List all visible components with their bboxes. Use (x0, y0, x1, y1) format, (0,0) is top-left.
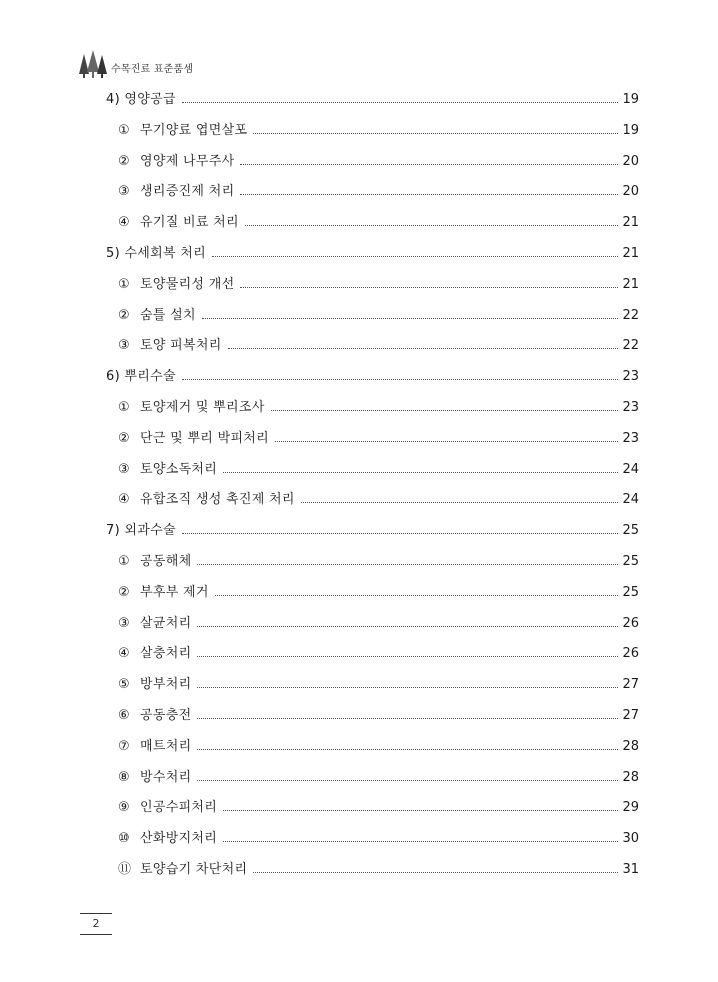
toc-entry-number: ② (118, 430, 130, 446)
dot-leader (215, 594, 619, 596)
dot-leader (223, 809, 618, 811)
toc-entry-number: ⑤ (118, 677, 130, 693)
page-header (78, 48, 193, 78)
toc-entry-number: ② (118, 153, 130, 169)
toc-entry-text: 외과수술 (124, 523, 176, 539)
toc-entry-page: 25 (622, 584, 639, 600)
toc-entry-text: 매트처리 (140, 738, 192, 754)
toc-entry-number: ③ (118, 461, 130, 477)
dot-leader (223, 471, 618, 473)
toc-entry-number: ⑨ (118, 800, 130, 816)
toc-entry-text: 토양 피복처리 (140, 338, 222, 354)
toc-entry-label (106, 90, 176, 110)
toc-entry-number: ④ (118, 215, 130, 231)
dot-leader (301, 501, 619, 503)
dot-leader (197, 717, 618, 719)
toc-entry-text: 단근 및 뿌리 박피처리 (140, 430, 270, 446)
dot-leader (197, 655, 618, 657)
toc-entry-number: 5) (106, 246, 120, 261)
toc-entry-label (118, 398, 265, 418)
toc-entry-text: 산화방지처리 (140, 831, 218, 847)
toc-entry-label (118, 768, 191, 788)
toc-entry[interactable] (118, 460, 639, 480)
toc-entry[interactable] (118, 429, 639, 449)
dot-leader (245, 224, 619, 226)
dot-leader (228, 347, 619, 349)
toc-entry[interactable] (118, 552, 639, 572)
toc-entry-text: 토양물리성 개선 (140, 276, 235, 292)
toc-entry-text: 부후부 제거 (140, 584, 209, 600)
toc-entry-label (118, 583, 209, 603)
dot-leader (182, 378, 619, 380)
toc-entry[interactable] (118, 675, 639, 695)
toc-entry-page: 26 (622, 615, 639, 631)
toc-entry[interactable] (118, 182, 639, 202)
toc-entry-page: 23 (622, 430, 639, 446)
toc-entry[interactable] (118, 336, 639, 356)
toc-entry-label (118, 121, 247, 141)
toc-entry[interactable] (106, 244, 639, 264)
dot-leader (240, 163, 618, 165)
toc-entry-label (118, 460, 217, 480)
toc-entry-label (118, 860, 247, 880)
toc-entry[interactable] (106, 521, 639, 541)
toc-entry-label (118, 798, 217, 818)
toc-entry-page: 21 (622, 246, 639, 261)
toc-entry-text: 영양제 나무주사 (140, 153, 235, 169)
toc-entry-label (118, 490, 295, 510)
toc-entry-label (118, 675, 191, 695)
toc-entry-number: 6) (106, 369, 120, 385)
toc-entry-page: 24 (622, 492, 639, 508)
toc-entry-page: 31 (622, 862, 639, 877)
toc-entry-label (118, 213, 239, 233)
toc-entry-number: 7) (106, 523, 120, 539)
header-title: 수목진료 표준품셈 (111, 64, 194, 75)
toc-entry-text: 영양공급 (124, 92, 176, 107)
toc-entry-number: ⑩ (118, 831, 130, 847)
toc-entry-number: ③ (118, 184, 130, 200)
toc-entry-text: 공동충전 (140, 708, 192, 723)
toc-entry-number: ⑥ (118, 708, 130, 723)
toc-entry-text: 수세회복 처리 (124, 246, 206, 261)
toc-entry-text: 뿌리수술 (124, 369, 176, 385)
dot-leader (197, 625, 618, 627)
toc-entry-text: 공동해체 (140, 554, 192, 569)
toc-entry-text: 유합조직 생성 촉진제 처리 (140, 492, 295, 508)
toc-entry-number: ② (118, 584, 130, 600)
toc-entry[interactable] (118, 306, 639, 326)
toc-entry-text: 방수처리 (140, 769, 192, 785)
dot-leader (182, 532, 619, 534)
toc-entry-label (118, 706, 191, 726)
toc-entry-page: 21 (622, 215, 639, 231)
toc-entry-page: 21 (622, 276, 639, 292)
toc-entry-text: 살충처리 (140, 646, 192, 662)
dot-leader (275, 440, 618, 442)
toc-entry-text: 생리증진제 처리 (140, 184, 235, 200)
dot-leader (212, 255, 618, 257)
toc-entry-page: 19 (622, 122, 639, 138)
toc-entry-number: ⑪ (118, 862, 132, 877)
toc-entry-label (118, 644, 191, 664)
toc-entry-page: 22 (622, 307, 639, 323)
toc-entry-label (118, 275, 234, 295)
toc-entry[interactable] (118, 152, 639, 172)
toc-entry[interactable] (118, 583, 639, 603)
toc-entry-label (118, 306, 196, 326)
toc-entry[interactable] (106, 367, 639, 387)
toc-entry-text: 방부처리 (140, 677, 192, 693)
toc-entry-label (106, 367, 176, 387)
toc-entry-text: 인공수피처리 (140, 800, 218, 816)
dot-leader (240, 286, 618, 288)
toc-entry-number: 4) (106, 92, 120, 107)
toc-entry-label (118, 552, 191, 572)
toc-entry-number: ③ (118, 338, 130, 354)
toc-entry-number: ② (118, 307, 130, 323)
toc-entry-text: 숨틀 설치 (140, 307, 196, 323)
page-number: 2 (80, 913, 112, 935)
toc-entry[interactable] (118, 737, 639, 757)
dot-leader (223, 840, 618, 842)
toc-entry[interactable] (118, 768, 639, 788)
toc-entry[interactable] (118, 213, 639, 233)
toc-entry-label (106, 244, 206, 264)
toc-entry[interactable] (118, 121, 639, 141)
toc-entry-text: 유기질 비료 처리 (140, 215, 239, 231)
toc-entry-number: ⑧ (118, 769, 130, 785)
toc-entry-label (118, 182, 234, 202)
dot-leader (253, 132, 618, 134)
toc-entry-number: ④ (118, 646, 130, 662)
toc-entry-number: ① (118, 276, 130, 292)
toc-entry-number: ① (118, 122, 130, 138)
dot-leader (253, 871, 618, 873)
dot-leader (271, 409, 619, 411)
toc-entry[interactable] (118, 706, 639, 726)
toc-entry-page: 26 (622, 646, 639, 662)
toc-entry-page: 20 (622, 184, 639, 200)
tree-logo-icon (78, 50, 108, 78)
toc-entry[interactable] (118, 644, 639, 664)
toc-entry[interactable] (118, 275, 639, 295)
dot-leader (240, 193, 618, 195)
toc-entry-page: 19 (622, 92, 639, 107)
toc-entry-label (118, 429, 269, 449)
toc-entry-number: ③ (118, 615, 130, 631)
toc-entry-page: 27 (622, 708, 639, 723)
toc-entry-label (118, 336, 222, 356)
toc-entry[interactable] (106, 90, 639, 110)
toc-entry[interactable] (118, 614, 639, 634)
dot-leader (197, 748, 618, 750)
toc-entry[interactable] (118, 829, 639, 849)
toc-entry-page: 28 (622, 738, 639, 754)
toc-entry-label (118, 737, 191, 757)
toc-entry-page: 25 (622, 523, 639, 539)
toc-entry-label (118, 829, 217, 849)
toc-entry-page: 24 (622, 461, 639, 477)
toc-entry-page: 27 (622, 677, 639, 693)
toc-entry-number: ⑦ (118, 738, 130, 754)
toc-entry-number: ① (118, 554, 130, 569)
toc-entry-page: 28 (622, 769, 639, 785)
toc-entry-text: 살균처리 (140, 615, 192, 631)
toc-entry-label (106, 521, 176, 541)
toc-entry-text: 토양제거 및 뿌리조사 (140, 400, 265, 415)
toc-entry-text: 토양습기 차단처리 (140, 862, 248, 877)
dot-leader (202, 317, 619, 319)
toc-entry-page: 29 (622, 800, 639, 816)
toc-entry-text: 무기양료 엽면살포 (140, 122, 248, 138)
toc-entry-page: 30 (622, 831, 639, 847)
toc-entry-text: 토양소독처리 (140, 461, 218, 477)
toc-entry-number: ① (118, 400, 130, 415)
toc-entry-label (118, 614, 191, 634)
toc-entry-number: ④ (118, 492, 130, 508)
toc-entry[interactable] (118, 798, 639, 818)
toc-entry-page: 20 (622, 153, 639, 169)
toc-entry-page: 25 (622, 554, 639, 569)
toc-entry-label (118, 152, 234, 172)
dot-leader (197, 563, 618, 565)
toc-entry[interactable] (118, 490, 639, 510)
dot-leader (197, 686, 618, 688)
toc-entry-page: 23 (622, 400, 639, 415)
toc-entry-page: 23 (622, 369, 639, 385)
toc-entry[interactable] (118, 860, 639, 880)
toc-entry-page: 22 (622, 338, 639, 354)
dot-leader (197, 779, 618, 781)
toc-entry[interactable] (118, 398, 639, 418)
dot-leader (182, 101, 619, 103)
